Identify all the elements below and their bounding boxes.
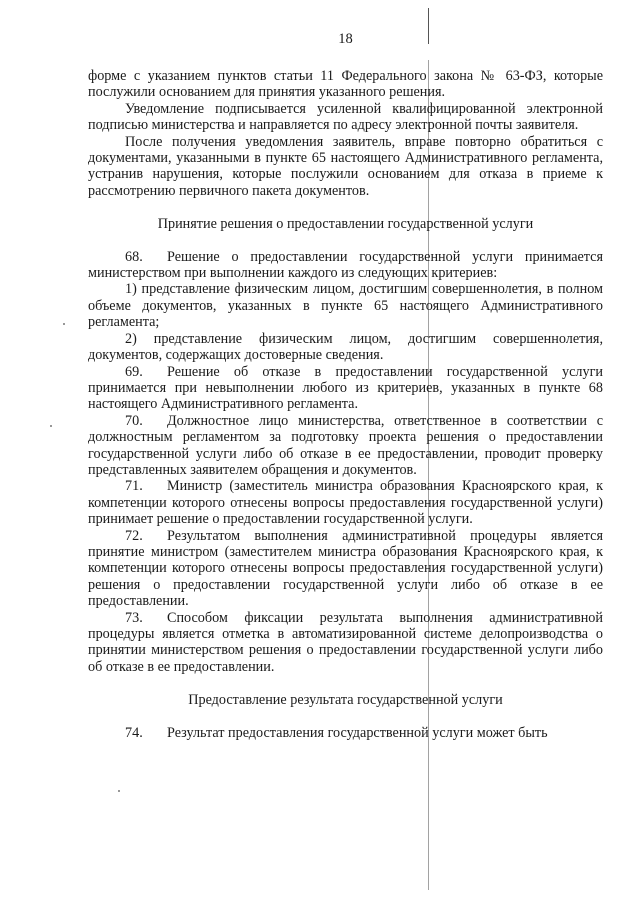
scan-speck [118,790,120,792]
clause-68 [88,249,603,282]
clause-number: 73. [125,609,143,626]
clause-number: 74. [125,724,143,741]
clause-text: Результатом выполнения административной процедуры является принятие министром (заместителем министра образования Красноярского края, к компетенции которого отнесены вопросы предоставления государственной услуги) решения о предоставлении государственной услуги либо об отказе в ее предоставлении. [88,527,603,610]
clause-text: Решение об отказе в предоставлении государственной услуги принимается при невыполнении любого из критериев, указанных в пункте 68 настоящего Административного регламента. [88,363,603,413]
clause-number: 71. [125,478,143,495]
page-number: 18 [338,31,353,47]
clause-text: Должностное лицо министерства, ответственное в соответствии с должностным регламентом за подготовку проекта решения о предоставлении государственной услуги либо об отказе в ее предоставлении, проводит проверку представленных заявителем обращения и документов. [88,412,603,478]
criterion-2: 2) представление физическим лицом, достигшим совершеннолетия, документов, содержащих достоверные сведения. [88,330,603,364]
clause-number: 70. [125,412,143,429]
paragraph-continuation: форме с указанием пунктов статьи 11 Федерального закона № 63-ФЗ, которые послужили основанием для принятия указанного решения. [88,68,603,101]
scan-speck [63,323,65,325]
clause-text: Результат предоставления государственной услуги может быть [167,724,548,741]
paragraph-repeat-application: После получения уведомления заявитель, вправе повторно обратиться с документами, указанными в пункте 65 настоящего Административного регламента, устранив нарушения, которые послужили основанием для отказа в приеме к рассмотрению первичного пакета документов. [88,133,603,199]
clause-72 [88,528,603,610]
clause-70 [88,413,603,479]
clause-71 [88,478,603,527]
clause-69 [88,364,603,413]
document-page [88,30,603,741]
criterion-1: 1) представление физическим лицом, достигшим совершеннолетия, в полном объеме документов, указанных в пункте 65 настоящего Административного регламента; [88,281,603,331]
scan-speck [50,425,52,427]
section-heading-result: Предоставление результата государственной услуги [188,692,503,709]
clause-number: 72. [125,527,143,544]
clause-text: Решение о предоставлении государственной услуги принимается министерством при выполнении каждого из следующих критериев: [88,248,603,282]
clause-number: 69. [125,363,143,380]
clause-74 [88,725,603,741]
clause-text: Способом фиксации результата выполнения административной процедуры является отметка в автоматизированной системе делопроизводства о принятии министерством решения о предоставлении государственной услуги либо об отказе в ее предоставлении. [88,609,603,675]
section-heading-decision: Принятие решения о предоставлении государственной услуги [157,216,534,233]
paragraph-notification-signature: Уведомление подписывается усиленной квалифицированной электронной подписью министерства и направляется по адресу электронной почты заявителя. [88,100,603,134]
clause-text: Министр (заместитель министра образования Красноярского края, к компетенции которого отнесены вопросы предоставления государственной услуги) принимает решение о предоставлении государственной услуги. [88,478,603,528]
clause-73 [88,610,603,676]
clause-number: 68. [125,248,143,265]
